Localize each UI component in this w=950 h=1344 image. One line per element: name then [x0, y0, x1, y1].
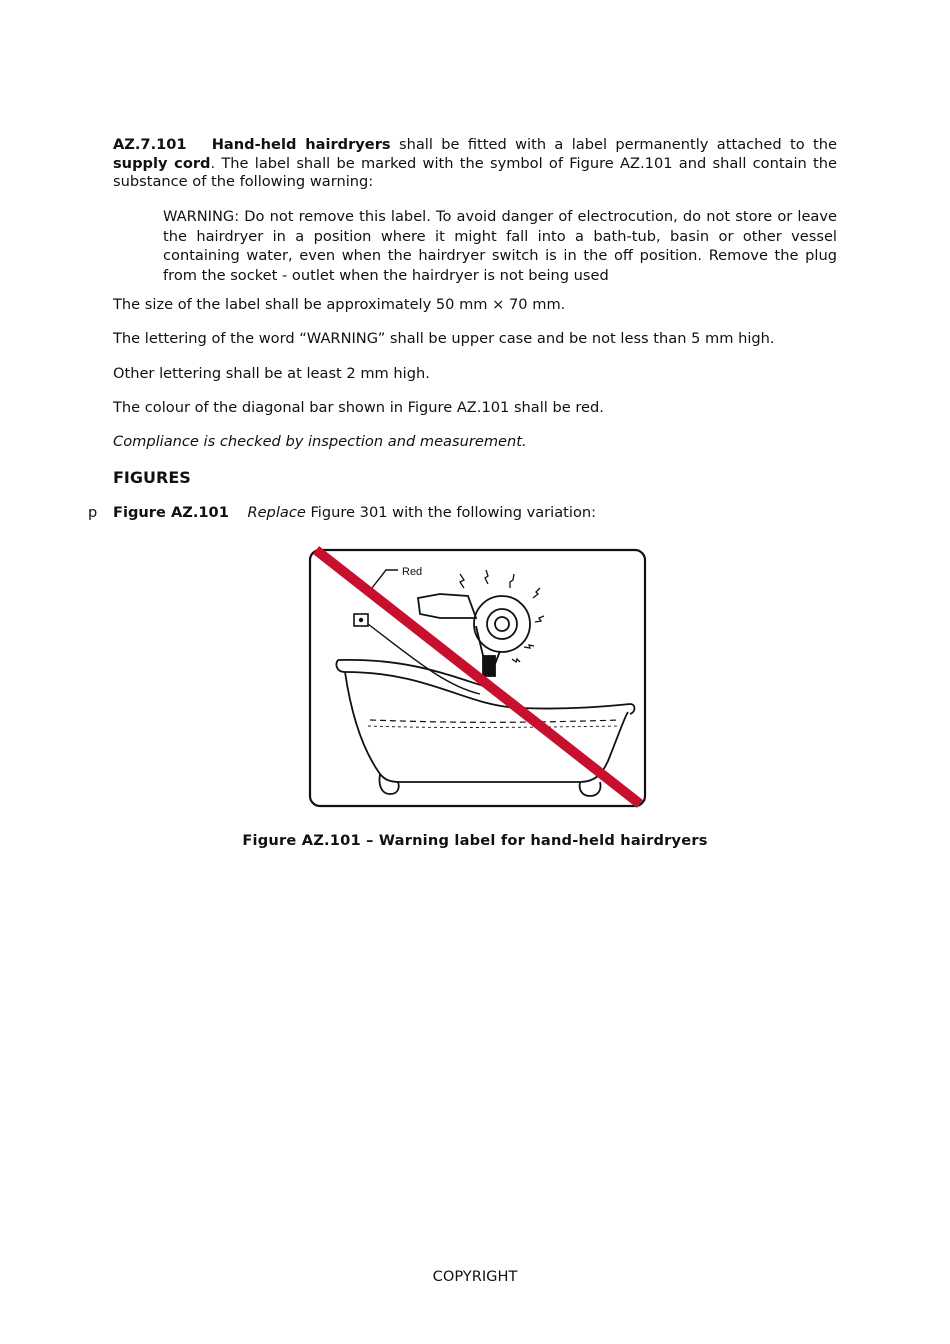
figure-replacement-line — [88, 504, 596, 521]
section-heading-figures: FIGURES — [113, 468, 191, 487]
clause-term-hairdryers: Hand-held hairdryers — [211, 136, 391, 153]
paragraph-lettering-warning: The lettering of the word “WARNING” shall be upper case and be not less than 5 mm high. — [113, 330, 775, 347]
footer-copyright: COPYRIGHT — [432, 1268, 518, 1285]
paragraph-label-size: The size of the label shall be approximately 50 mm × 70 mm. — [113, 296, 566, 313]
figure-caption: Figure AZ.101 – Warning label for hand-held hairdryers — [242, 832, 708, 849]
paragraph-bar-colour: The colour of the diagonal bar shown in Figure AZ.101 shall be red. — [113, 399, 604, 416]
modification-marker: p — [88, 504, 98, 521]
clause-number: AZ.7.101 — [113, 136, 187, 153]
clause-paragraph — [113, 136, 837, 192]
figure-number: Figure AZ.101 — [113, 504, 229, 521]
replace-rest: Figure 301 with the following variation: — [305, 504, 597, 521]
compliance-statement: Compliance is checked by inspection and measurement. — [113, 433, 527, 450]
clause-text-2: . The label shall be marked with the symbol of Figure AZ.101 and shall contain the substance of the following warning: — [113, 154, 837, 191]
red-label-text: Red — [402, 566, 423, 578]
warning-label-figure — [290, 536, 660, 814]
clause-term-supply-cord: supply cord — [113, 154, 211, 172]
paragraph-other-lettering: Other lettering shall be at least 2 mm high. — [113, 365, 430, 382]
warning-text: WARNING: Do not remove this label. To avoid danger of electrocution, do not store or leave the hairdryer in a position where it might fall into a bath-tub, basin or other vessel containing water, even when the hairdryer switch is in the off position. Remove the plug from the socket - outlet when the hairdryer is not being used — [163, 208, 837, 284]
clause-text-1: shall be fitted with a label permanently attached to the — [398, 136, 837, 153]
replace-action: Replace — [247, 504, 306, 521]
